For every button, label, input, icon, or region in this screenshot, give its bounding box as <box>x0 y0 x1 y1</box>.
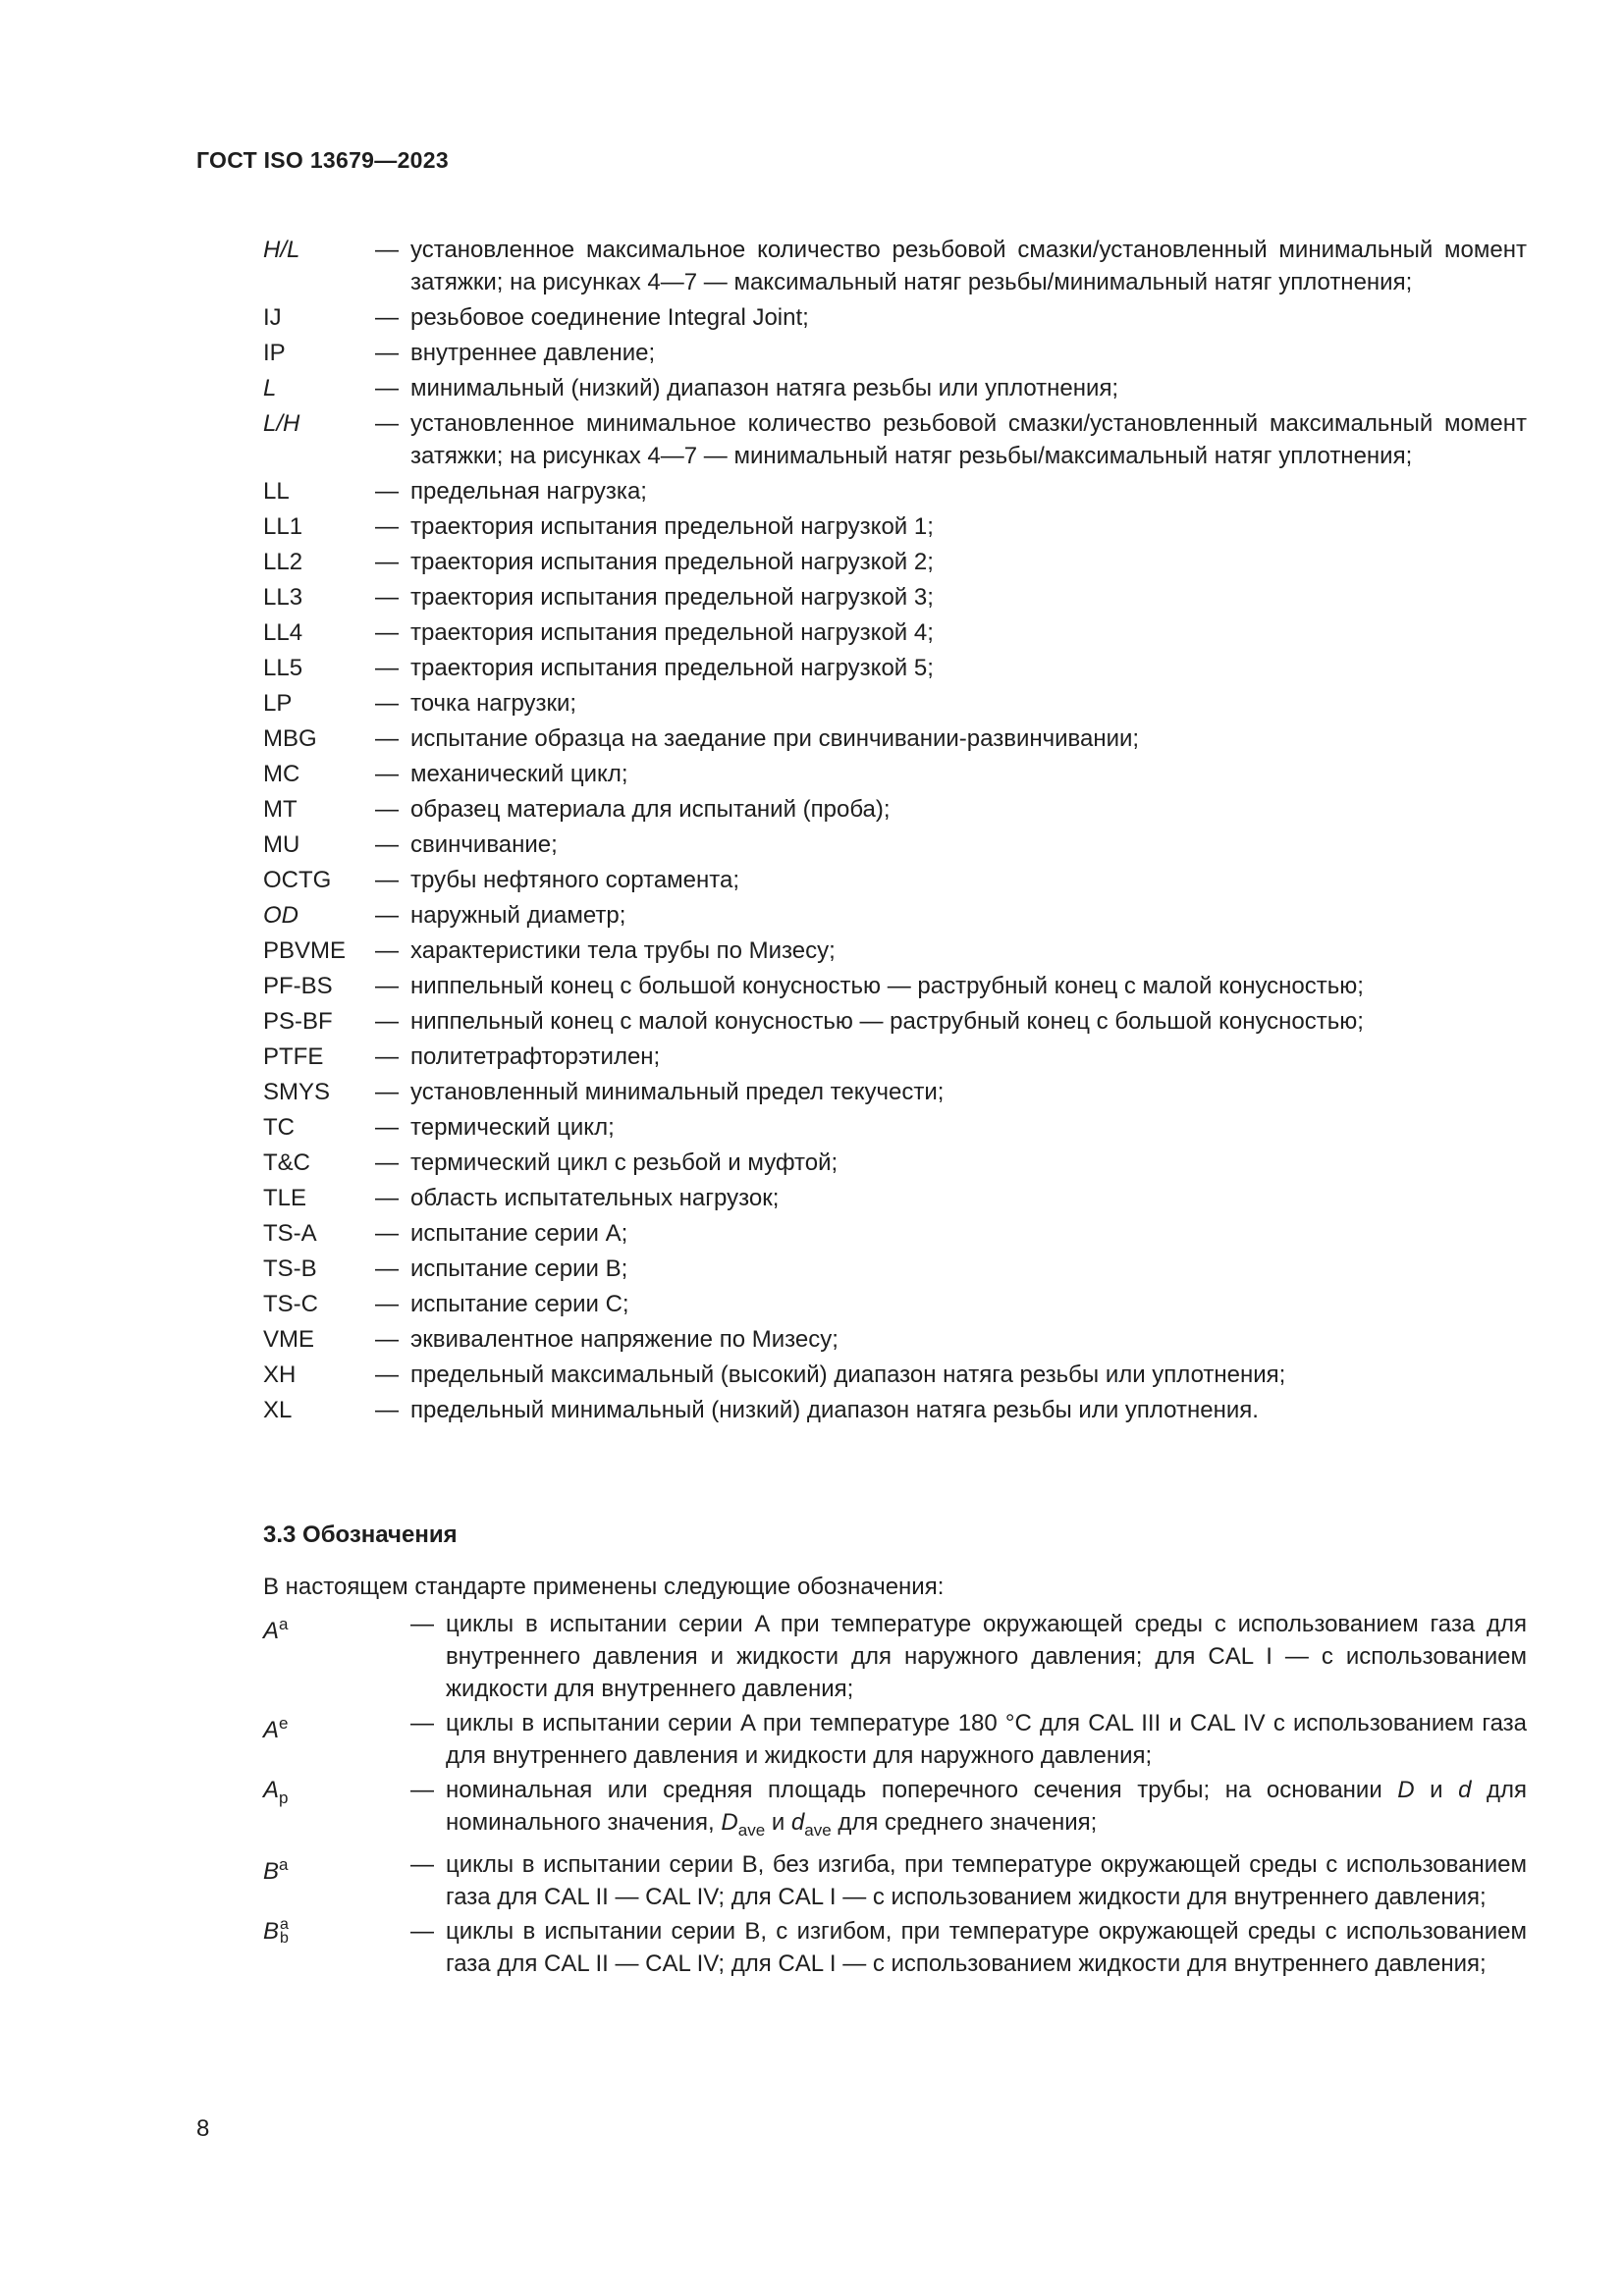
abbreviation-term: LL2 <box>263 549 303 575</box>
abbreviation-definition: испытание серии A; <box>410 1220 628 1247</box>
abbreviation-row <box>263 1182 1527 1214</box>
dash: — <box>375 619 399 646</box>
abbreviation-term: PF-BS <box>263 973 333 999</box>
dash: — <box>410 1611 434 1637</box>
abbreviation-term: OD <box>263 902 298 929</box>
abbreviation-definition: испытание образца на заедание при свинчивании-развинчивании; <box>410 725 1140 752</box>
dash: — <box>375 340 399 366</box>
dash: — <box>375 690 399 717</box>
dash: — <box>375 513 399 540</box>
abbreviation-row <box>263 1111 1527 1144</box>
abbreviation-definition: испытание серии B; <box>410 1255 628 1282</box>
abbreviation-term: OCTG <box>263 867 332 893</box>
dash: — <box>375 902 399 929</box>
abbreviation-definition: предельная нагрузка; <box>410 478 647 505</box>
abbreviation-row <box>263 372 1527 404</box>
abbreviation-definition: установленное минимальное количество резьбовой смазки/установленный максимальный момент затяжки; на рисунках 4—7 — минимальный натяг резьбы/максимальный натяг уплотнения; <box>410 410 1527 469</box>
abbreviation-term: LL4 <box>263 619 303 646</box>
abbreviation-definition: траектория испытания предельной нагрузкой 3; <box>410 584 934 611</box>
dash: — <box>375 1185 399 1211</box>
symbol-row <box>263 1707 1527 1772</box>
abbreviation-definition: точка нагрузки; <box>410 690 577 717</box>
abbreviation-definition: политетрафторэтилен; <box>410 1043 661 1070</box>
abbreviation-definition: предельный максимальный (высокий) диапазон натяга резьбы или уплотнения; <box>410 1362 1286 1388</box>
abbreviation-definition: установленный минимальный предел текучести; <box>410 1079 945 1105</box>
abbreviation-definition: наружный диаметр; <box>410 902 626 929</box>
abbreviation-term: MU <box>263 831 300 858</box>
abbreviation-definition: установленное максимальное количество резьбовой смазки/установленный минимальный момент затяжки; на рисунках 4—7 — максимальный натяг резьбы/минимальный натяг уплотнения; <box>410 237 1527 295</box>
abbreviation-term: PBVME <box>263 937 347 964</box>
abbreviation-definition: механический цикл; <box>410 761 628 787</box>
abbreviation-definition: траектория испытания предельной нагрузкой 2; <box>410 549 934 575</box>
document-header: ГОСТ ISO 13679—2023 <box>196 147 449 173</box>
abbreviation-row <box>263 970 1527 1002</box>
symbol-definition: циклы в испытании серии A при температуре окружающей среды с использованием газа для внутреннего давления и жидкости для наружного давления; для CAL I — с использованием жидкости для внутреннего давления; <box>446 1611 1527 1702</box>
abbreviation-term: LL3 <box>263 584 303 611</box>
dash: — <box>375 867 399 893</box>
abbreviation-row <box>263 1076 1527 1108</box>
abbreviation-row <box>263 546 1527 578</box>
dash: — <box>375 1008 399 1035</box>
section-intro: В настоящем стандарте применены следующие обозначения: <box>263 1574 945 1600</box>
abbreviation-row <box>263 337 1527 369</box>
abbreviation-term: XH <box>263 1362 297 1388</box>
abbreviation-definition: испытание серии C; <box>410 1291 629 1317</box>
abbreviation-row <box>263 899 1527 932</box>
abbreviation-row <box>263 301 1527 334</box>
symbol-term: B a b <box>263 1916 289 1948</box>
abbreviation-row <box>263 934 1527 967</box>
dash: — <box>375 1397 399 1423</box>
dash: — <box>375 1255 399 1282</box>
symbol-definition: циклы в испытании серии A при температуре 180 °C для CAL III и CAL IV с использованием газа для внутреннего давления и жидкости для наружного давления; <box>446 1710 1527 1769</box>
symbol-list <box>263 1608 1527 1982</box>
abbreviation-term: TS-B <box>263 1255 317 1282</box>
symbol-term: $A^a$ <box>263 1615 289 1644</box>
abbreviation-term: MBG <box>263 725 317 752</box>
page-number: 8 <box>196 2115 210 2142</box>
dash: — <box>375 1043 399 1070</box>
abbreviation-row <box>263 1394 1527 1426</box>
symbol-row <box>263 1774 1527 1846</box>
abbreviation-row <box>263 1147 1527 1179</box>
abbreviation-row <box>263 1288 1527 1320</box>
symbol-term: $A_p$ <box>263 1777 289 1807</box>
abbreviation-term: IJ <box>263 304 282 331</box>
abbreviation-term: XL <box>263 1397 293 1423</box>
dash: — <box>375 1114 399 1141</box>
abbreviation-row <box>263 510 1527 543</box>
symbol-definition: циклы в испытании серии B, без изгиба, при температуре окружающей среды с использованием газа для CAL II — CAL IV; для CAL I — с использованием жидкости для внутреннего давления; <box>446 1850 1527 1910</box>
abbreviation-row <box>263 652 1527 684</box>
abbreviation-definition: внутреннее давление; <box>410 340 656 366</box>
dash: — <box>375 1079 399 1105</box>
abbreviation-list <box>263 234 1527 1429</box>
abbreviation-row <box>263 1005 1527 1038</box>
dash: — <box>410 1850 434 1878</box>
abbreviation-definition: эквивалентное напряжение по Мизесу; <box>410 1326 839 1353</box>
dash: — <box>375 304 399 331</box>
abbreviation-term: TLE <box>263 1185 307 1211</box>
abbreviation-definition: предельный минимальный (низкий) диапазон натяга резьбы или уплотнения. <box>410 1397 1259 1423</box>
abbreviation-row <box>263 793 1527 826</box>
symbol-term: $B^a$ <box>263 1854 289 1885</box>
symbol-row <box>263 1608 1527 1705</box>
abbreviation-term: PTFE <box>263 1043 324 1070</box>
abbreviation-row <box>263 407 1527 472</box>
abbreviation-row <box>263 828 1527 861</box>
abbreviation-row <box>263 581 1527 614</box>
symbol-row <box>263 1915 1527 1980</box>
dash: — <box>375 1362 399 1388</box>
symbol-definition: циклы в испытании серии B, с изгибом, при температуре окружающей среды с использованием газа для CAL II — CAL IV; для CAL I — с использованием жидкости для внутреннего давления; <box>446 1917 1527 1977</box>
dash: — <box>375 831 399 858</box>
abbreviation-definition: область испытательных нагрузок; <box>410 1185 780 1211</box>
dash: — <box>375 1291 399 1317</box>
abbreviation-row <box>263 1253 1527 1285</box>
dash: — <box>410 1917 434 1945</box>
dash: — <box>375 1326 399 1353</box>
abbreviation-term: TS-A <box>263 1220 317 1247</box>
abbreviation-row <box>263 1359 1527 1391</box>
abbreviation-row <box>263 1041 1527 1073</box>
abbreviation-term: TS-C <box>263 1291 318 1317</box>
abbreviation-row <box>263 687 1527 720</box>
abbreviation-definition: траектория испытания предельной нагрузкой 4; <box>410 619 934 646</box>
symbol-row <box>263 1848 1527 1913</box>
abbreviation-definition: свинчивание; <box>410 831 558 858</box>
abbreviation-term: LL5 <box>263 655 303 681</box>
abbreviation-row <box>263 616 1527 649</box>
abbreviation-term: IP <box>263 340 286 366</box>
abbreviation-term: PS-BF <box>263 1008 333 1035</box>
symbol-term: $A^e$ <box>263 1714 289 1743</box>
dash: — <box>375 584 399 611</box>
dash: — <box>375 937 399 964</box>
abbreviation-definition: минимальный (низкий) диапазон натяга резьбы или уплотнения; <box>410 375 1119 401</box>
abbreviation-row <box>263 722 1527 755</box>
dash: — <box>375 655 399 681</box>
abbreviation-definition: образец материала для испытаний (проба); <box>410 796 891 823</box>
abbreviation-definition: ниппельный конец с большой конусностью — раструбный конец с малой конусностью; <box>410 973 1364 999</box>
abbreviation-row <box>263 1323 1527 1356</box>
abbreviation-term: LP <box>263 690 293 717</box>
abbreviation-row <box>263 758 1527 790</box>
abbreviation-term: L <box>263 375 277 401</box>
abbreviation-definition: термический цикл; <box>410 1114 615 1141</box>
dash: — <box>375 549 399 575</box>
dash: — <box>375 973 399 999</box>
dash: — <box>375 725 399 752</box>
abbreviation-term: T&C <box>263 1149 310 1176</box>
abbreviation-term: LL <box>263 478 290 505</box>
dash: — <box>375 410 399 437</box>
dash: — <box>375 796 399 823</box>
abbreviation-term: LL1 <box>263 513 303 540</box>
abbreviation-definition: траектория испытания предельной нагрузкой 1; <box>410 513 934 540</box>
dash: — <box>375 478 399 505</box>
abbreviation-term: VME <box>263 1326 315 1353</box>
abbreviation-term: MT <box>263 796 298 823</box>
abbreviation-definition: резьбовое соединение Integral Joint; <box>410 304 809 331</box>
dash: — <box>375 1149 399 1176</box>
abbreviation-term: MC <box>263 761 300 787</box>
dash: — <box>410 1710 434 1736</box>
dash: — <box>375 237 399 263</box>
abbreviation-term: SMYS <box>263 1079 331 1105</box>
abbreviation-definition: термический цикл с резьбой и муфтой; <box>410 1149 839 1176</box>
abbreviation-row <box>263 864 1527 896</box>
abbreviation-row <box>263 234 1527 298</box>
abbreviation-term: L/H <box>263 410 300 437</box>
dash: — <box>375 375 399 401</box>
section-title: 3.3 Обозначения <box>263 1522 458 1548</box>
symbol-definition: номинальная или средняя площадь поперечного сечения трубы; на основании D и d для номинального значения, $D_{ave}$ и $d_{ave}$ для среднего значения; <box>446 1777 1528 1840</box>
abbreviation-term: TC <box>263 1114 295 1141</box>
abbreviation-definition: ниппельный конец с малой конусностью — раструбный конец с большой конусностью; <box>410 1008 1364 1035</box>
abbreviation-definition: траектория испытания предельной нагрузкой 5; <box>410 655 934 681</box>
abbreviation-row <box>263 475 1527 507</box>
abbreviation-definition: трубы нефтяного сортамента; <box>410 867 740 893</box>
dash: — <box>375 1220 399 1247</box>
abbreviation-row <box>263 1217 1527 1250</box>
dash: — <box>410 1777 434 1803</box>
abbreviation-term: H/L <box>263 237 300 263</box>
dash: — <box>375 761 399 787</box>
abbreviation-definition: характеристики тела трубы по Мизесу; <box>410 937 836 964</box>
